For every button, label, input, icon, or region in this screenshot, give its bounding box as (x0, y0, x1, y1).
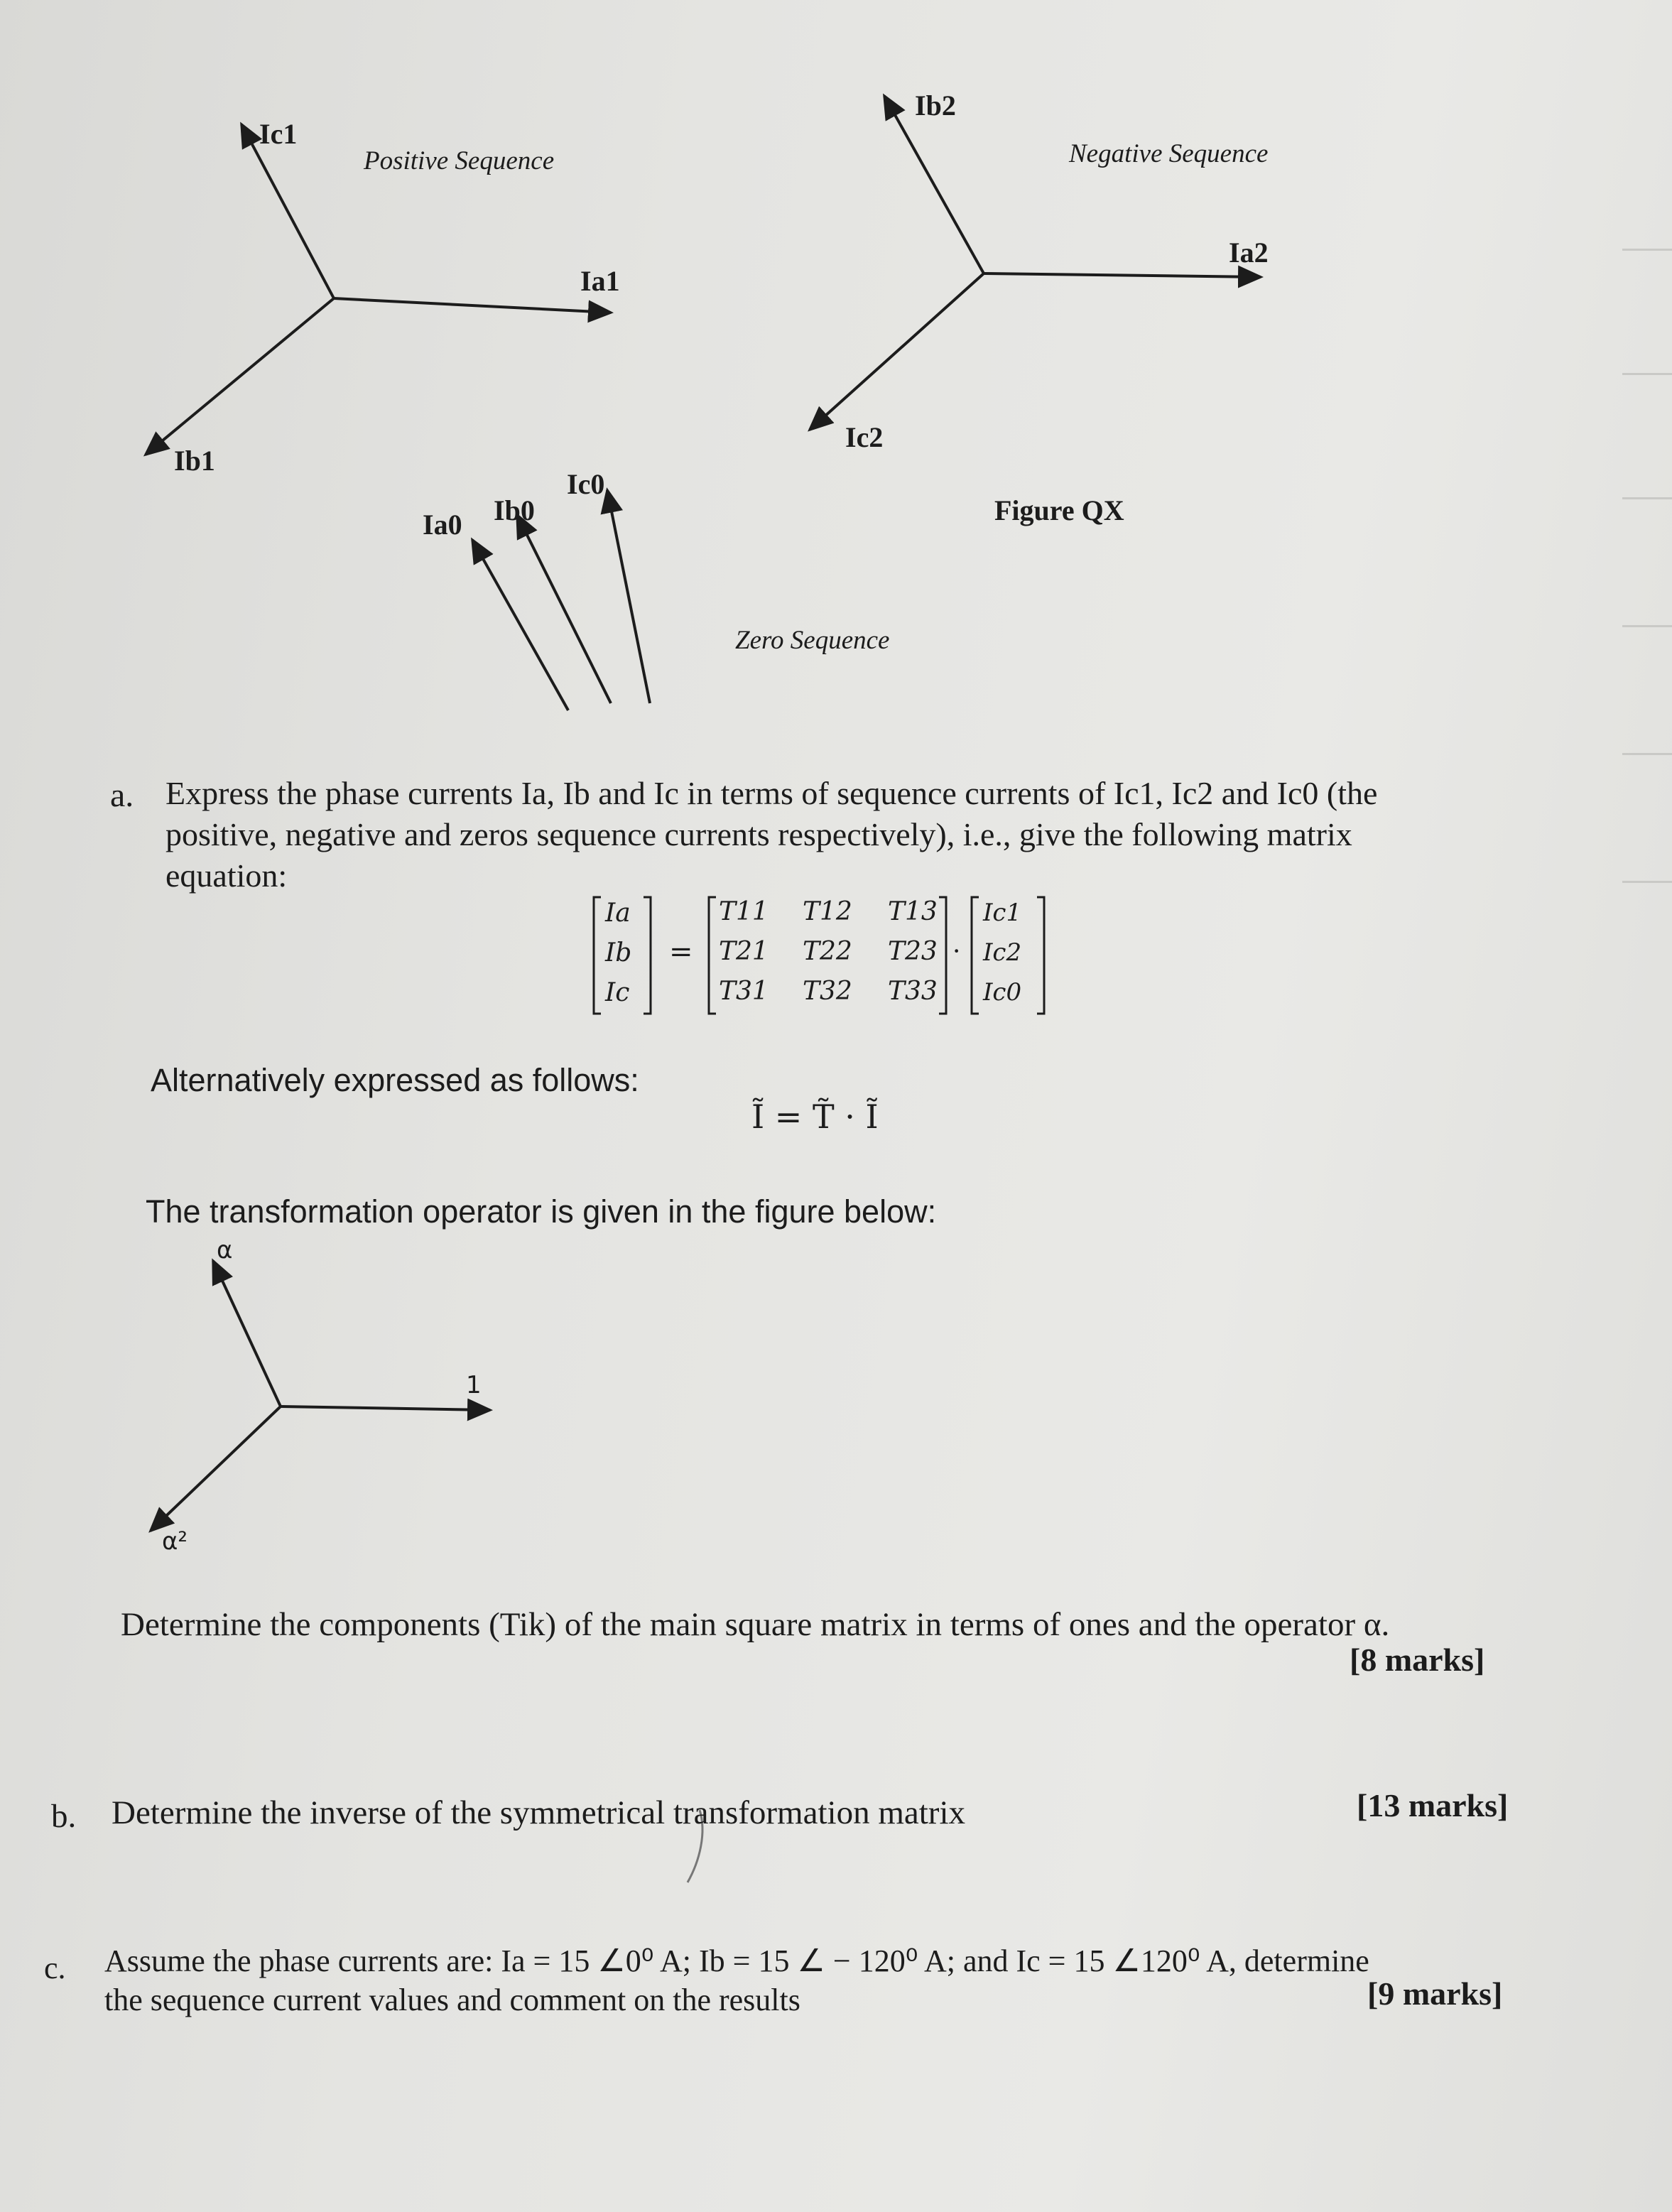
zero-ic0-vector (607, 490, 650, 703)
question-c-marks: [9 marks] (1367, 1975, 1503, 2012)
question-a-marks: [8 marks] (1350, 1642, 1485, 1678)
positive-ic1-label: Ic1 (259, 118, 298, 150)
zero-ia0-vector (472, 540, 568, 710)
lhs-ia: Ia (605, 899, 631, 928)
operator-alpha-vector (213, 1261, 281, 1406)
operator-one-label: 1 (466, 1371, 482, 1399)
negative-ia2-vector (984, 273, 1261, 277)
alternative-equation: Ĩ = T̃ · Ĩ (751, 1097, 879, 1136)
negative-sequence-title: Negative Sequence (1069, 139, 1269, 168)
t21: T21 (719, 937, 769, 966)
matrix-equals: = (669, 936, 693, 968)
question-c-marker: c. (44, 1951, 66, 1985)
operator-one-vector (281, 1406, 490, 1410)
zero-ia0-label: Ia0 (423, 509, 462, 541)
negative-ib2-label: Ib2 (915, 90, 956, 121)
zero-ib0-vector (517, 515, 611, 703)
alternative-text: Alternatively expressed as follows: (151, 1062, 639, 1098)
question-b-marks: [13 marks] (1357, 1787, 1509, 1823)
matrix-dot: · (952, 935, 962, 967)
figure-caption: Figure QX (994, 494, 1124, 526)
t11: T11 (719, 897, 769, 926)
t22: T22 (803, 937, 852, 966)
question-a-line3: equation: (165, 857, 288, 894)
question-c-line2: the sequence current values and comment on the results (104, 1983, 800, 2017)
t23: T23 (888, 937, 938, 966)
negative-ia2-label: Ia2 (1229, 237, 1269, 269)
negative-ic2-vector (810, 273, 984, 430)
operator-alpha-label: α (217, 1236, 233, 1264)
rhs-ic1: Ic1 (983, 899, 1022, 927)
positive-sequence-title: Positive Sequence (364, 146, 555, 175)
lhs-ib: Ib (605, 938, 632, 967)
negative-ib2-vector (884, 96, 984, 273)
lhs-ic: Ic (605, 978, 630, 1007)
question-a-marker: a. (110, 776, 134, 814)
positive-ia1-label: Ia1 (580, 265, 620, 297)
zero-ib0-label: Ib0 (494, 494, 535, 526)
question-c-line1: Assume the phase currents are: Ia = 15 ∠0⁰ A; Ib = 15 ∠ − 120⁰ A; and Ic = 15 ∠120⁰ A, determine (104, 1943, 1369, 1978)
t31: T31 (719, 977, 769, 1006)
operator-text: The transformation operator is given in the figure below: (146, 1193, 937, 1230)
zero-ic0-label: Ic0 (567, 468, 605, 500)
question-a-task: Determine the components (Tik) of the main square matrix in terms of ones and the operator α. (121, 1606, 1390, 1643)
question-b-marker: b. (51, 1798, 77, 1835)
matrix-equation (590, 891, 1051, 1019)
t33: T33 (888, 977, 938, 1006)
t32: T32 (803, 977, 852, 1006)
positive-ib1-label: Ib1 (174, 445, 215, 477)
negative-ic2-label: Ic2 (845, 421, 884, 453)
t12: T12 (803, 897, 852, 926)
positive-ib1-vector (146, 298, 334, 455)
positive-ia1-vector (334, 298, 611, 313)
rhs-ic0: Ic0 (983, 978, 1022, 1007)
question-a-line2: positive, negative and zeros sequence currents respectively), i.e., give the following matrix (165, 816, 1352, 852)
zero-sequence-title: Zero Sequence (735, 626, 890, 655)
rhs-ic2: Ic2 (983, 938, 1022, 967)
operator-alpha-sq-vector (151, 1406, 281, 1531)
operator-alpha-sq-label: α² (162, 1527, 188, 1556)
question-b-text: Determine the inverse of the symmetrical transformation matrix (112, 1794, 966, 1831)
question-a-line1: Express the phase currents Ia, Ib and Ic in terms of sequence currents of Ic1, Ic2 and Ic0 (the (165, 775, 1378, 811)
t13: T13 (888, 897, 938, 926)
